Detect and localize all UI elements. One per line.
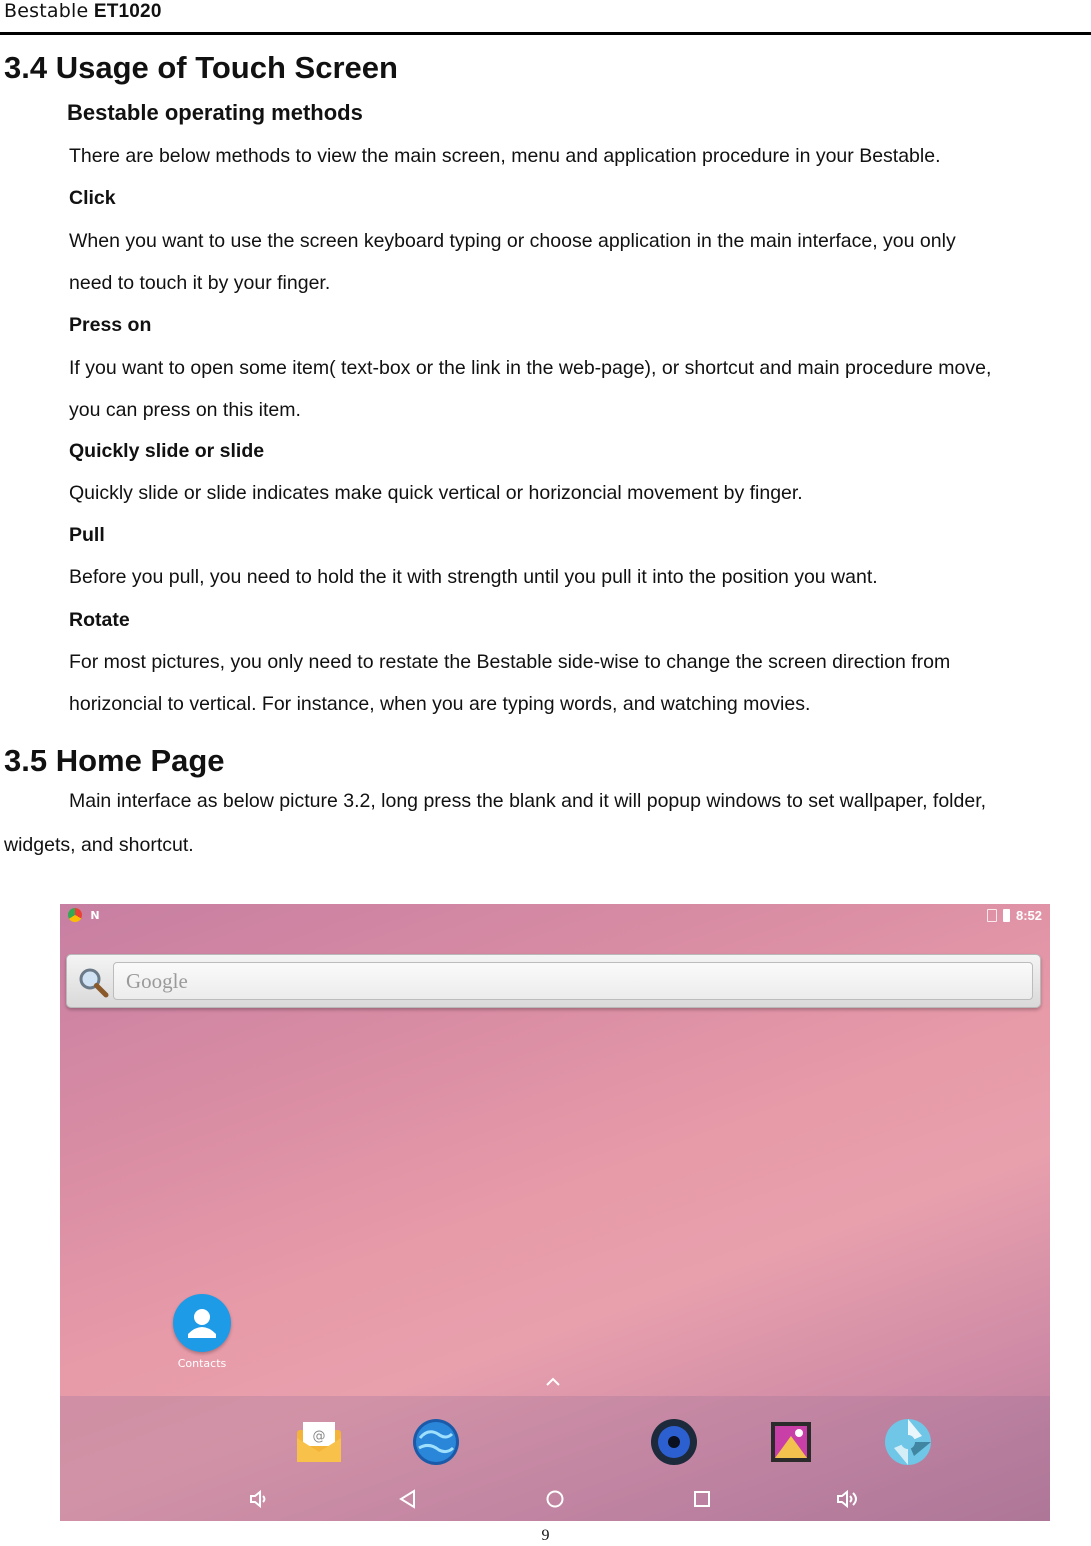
method-text-rotate-1: For most pictures, you only need to restate the Bestable side-wise to change the screen direction from xyxy=(69,651,951,673)
home-text-2: widgets, and shortcut. xyxy=(4,834,194,856)
contacts-label: Contacts xyxy=(177,1357,227,1370)
status-time: 8:52 xyxy=(1015,907,1042,923)
app-drawer-chevron-icon[interactable] xyxy=(545,1376,561,1388)
chrome-notification-icon xyxy=(68,908,82,922)
method-label-slide: Quickly slide or slide xyxy=(69,440,265,462)
header-model: ET1020 xyxy=(93,1,162,22)
section-title-usage: 3.4 Usage of Touch Screen xyxy=(4,50,398,85)
battery-icon xyxy=(1003,909,1010,922)
home-screen-screenshot xyxy=(60,904,1050,1521)
recents-icon[interactable] xyxy=(690,1487,714,1511)
intro-paragraph: There are below methods to view the main screen, menu and application procedure in your Bestable. xyxy=(69,145,941,167)
dock xyxy=(60,1396,1050,1521)
search-icon[interactable] xyxy=(77,966,109,998)
music-icon[interactable] xyxy=(648,1416,700,1468)
status-bar xyxy=(60,904,1050,926)
method-text-rotate-2: horizoncial to vertical. For instance, when you are typing words, and watching movies. xyxy=(69,693,811,715)
browser-icon[interactable] xyxy=(410,1416,462,1468)
google-search-widget[interactable] xyxy=(66,954,1041,1008)
no-sim-icon xyxy=(987,909,997,922)
svg-text:@: @ xyxy=(312,1429,326,1444)
method-text-slide: Quickly slide or slide indicates make quick vertical or horizoncial movement by finger. xyxy=(69,482,803,504)
method-text-press-1: If you want to open some item( text-box or the link in the web-page), or shortcut and main procedure move, xyxy=(69,357,992,379)
method-label-click: Click xyxy=(69,187,116,209)
method-label-pull: Pull xyxy=(69,524,105,546)
navigation-bar xyxy=(60,1477,1050,1521)
volume-up-icon[interactable] xyxy=(835,1487,859,1511)
method-label-rotate: Rotate xyxy=(69,609,130,631)
gallery-icon[interactable] xyxy=(765,1416,817,1468)
method-label-press: Press on xyxy=(69,314,152,336)
contacts-shortcut[interactable] xyxy=(172,1294,232,1370)
camera-icon[interactable] xyxy=(882,1416,934,1468)
method-text-press-2: you can press on this item. xyxy=(69,399,301,421)
n-notification-icon: N xyxy=(90,908,100,922)
contacts-icon[interactable] xyxy=(173,1294,231,1352)
home-icon[interactable] xyxy=(543,1487,567,1511)
method-text-click-1: When you want to use the screen keyboard typing or choose application in the main interface, you only xyxy=(69,230,956,252)
section-subtitle: Bestable operating methods xyxy=(67,100,363,125)
page-number: 9 xyxy=(541,1527,550,1544)
section-title-home: 3.5 Home Page xyxy=(4,743,225,778)
method-text-click-2: need to touch it by your finger. xyxy=(69,272,331,294)
header-rule xyxy=(0,32,1091,35)
volume-down-icon[interactable] xyxy=(247,1487,271,1511)
header-brand: Bestable xyxy=(4,0,89,22)
document-header xyxy=(4,0,162,23)
back-icon[interactable] xyxy=(396,1487,420,1511)
search-input[interactable]: Google xyxy=(113,962,1033,1000)
email-icon[interactable] xyxy=(293,1416,345,1468)
home-text-1: Main interface as below picture 3.2, long press the blank and it will popup windows to set wallpaper, folder, xyxy=(69,790,987,812)
method-text-pull: Before you pull, you need to hold the it with strength until you pull it into the position you want. xyxy=(69,566,878,588)
